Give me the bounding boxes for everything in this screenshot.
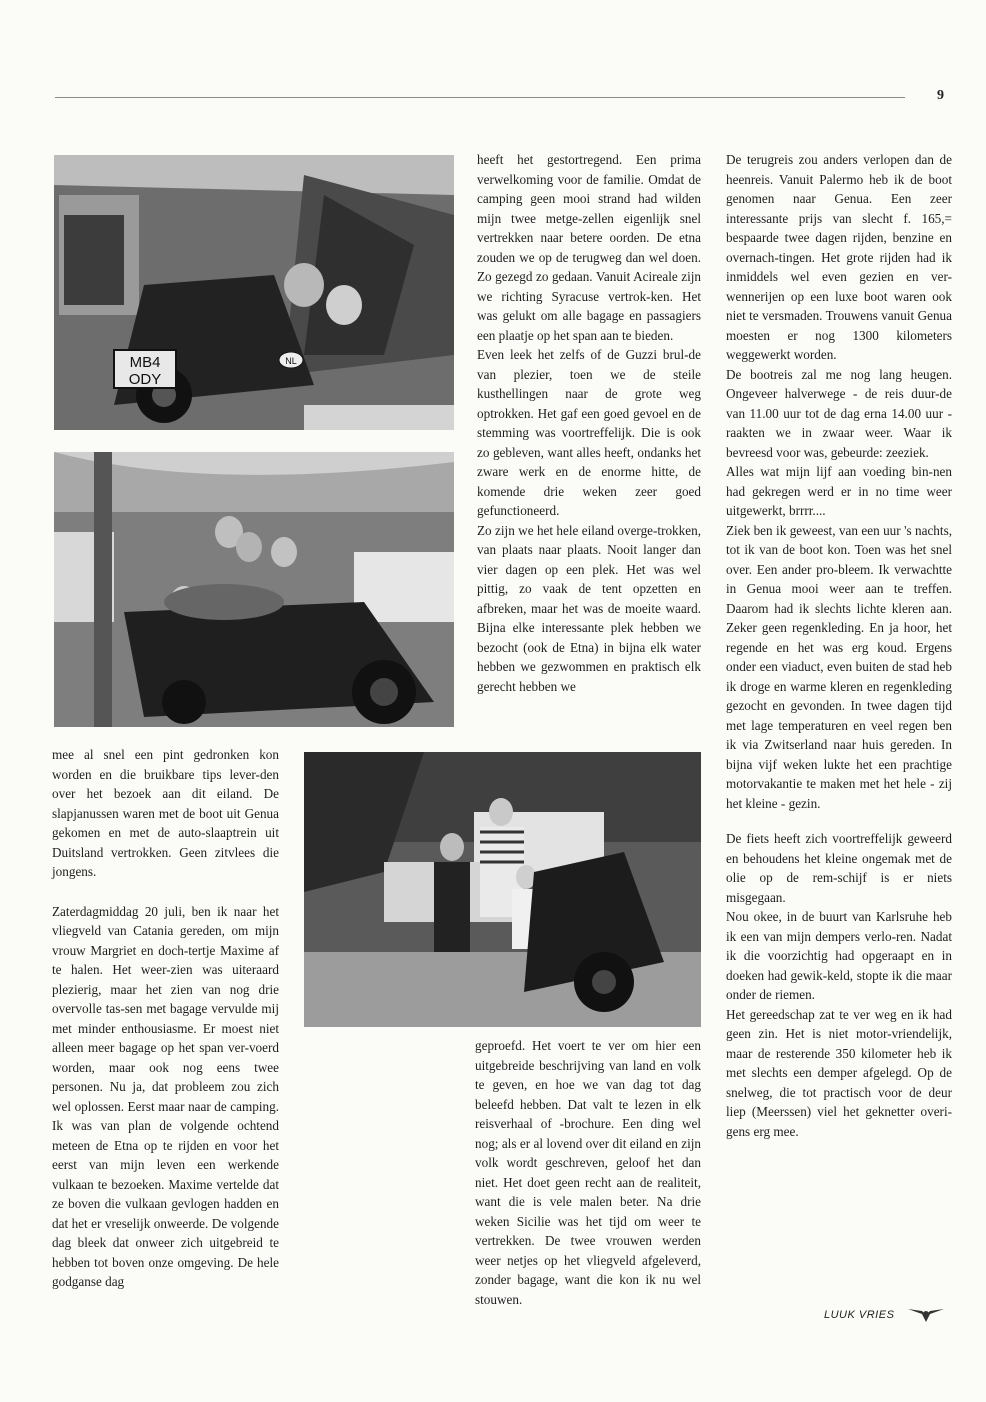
paragraph: mee al snel een pint gedronken kon worden en die bruikbare tips lever-den over het bezoek aan dit eiland. De slapjanussen waren met de boot uit Genua gekomen en met de auto-slaaptrein uit Duitsland vertrokken. Geen zitvlees die jongens.: [52, 747, 279, 879]
paragraph: Nou okee, in de buurt van Karlsruhe heb ik een van mijn dempers verlo-ren. Nadat ik die voorzichtig had opgeraapt en in doeken had gewik-keld, stopte ik die maar onder de riemen.: [726, 909, 952, 1002]
paragraph: Ziek ben ik geweest, van een uur 's nachts, tot ik van de boot kon. Toen was het snel over. Een ander pro-bleem. Ik verwachtte in Genua mooi weer aan te treffen. Daarom had ik slechts lichte kleren aan. Zeker geen regenkleding. En ja hoor, het regende en het was erg koud. Ergens onder een viaduct, even buiten de stad heb ik droge en warme kleren en regenkleding gezocht en gevonden. In twee dagen tijd met lage temperaturen en veel regen ben ik via Zwitserland naar huis gereden. In bijna vijf weken lukte het een prachtige motorvakantie te maken met het hele - zij het kleine - gezin.: [726, 522, 952, 811]
column-1-text: [52, 745, 279, 1292]
license-plate-line1: MB4: [129, 354, 161, 371]
paragraph: Zaterdagmiddag 20 juli, ben ik naar het vliegveld van Catania gereden, om mijn vrouw Margriet en doch-tertje Maxime af te halen. Het weer-zien was uiteraard plezierig, maar het zien van nog drie overvolle tas-sen met bagage vervulde mij met minder enthousiasme. Er moest niet alleen meer bagage op het span ver-voerd worden, maar ook nog eens twee personen. Nu ja, dat probleem zou zich wel oplossen. Eerst maar naar de camping. Ik was van plan de volgende ochtend meteen de Etna op te rijden en voor het eerst van mijn leven een werkende vulkaan te bezoeken. Maxime vertelde dat ze boven die vulkaan gevlogen hadden en dat het er vreselijk onweerde. De volgende dag bleek dat onweer zich uitgebreid te hebben tot boven onze omgeving. De hele godganse dag: [52, 903, 279, 1289]
paragraph: De fiets heeft zich voortreffelijk geweerd en behoudens het kleine ongemak met de olie op de rem-schijf is er niets misgegaan.: [726, 831, 952, 905]
paragraph: Het gereedschap zat te ver weg en ik had geen zin. Het is niet motor-vriendelijk, maar de resterende 350 kilometer heb ik met slechts een demper afgelegd. Op de snelweg, die tot practisch voor de deur liep (Meerssen) viel het geknetter overi-gens erg mee.: [726, 1006, 952, 1139]
photo-sidecar-children: [54, 452, 454, 727]
paragraph: De terugreis zou anders verlopen dan de heenreis. Vanuit Palermo heb ik de boot genomen naar Genua. Een zeer interessante prijs van slecht f. 165,= bespaarde twee dagen rijden, benzine en overnach-tingen. Het grote rijden had ik inmiddels wel even gezien en ver-wennerijen op een luxe boot waren ook niet te versmaden. Trouwens vanuit Genua moesten er nog 1300 kilometers weggewerkt worden.: [726, 152, 952, 362]
column-3-text: [726, 150, 952, 1141]
license-plate-line2: ODY: [128, 371, 162, 388]
nl-badge: NL: [285, 356, 297, 366]
paragraph: Even leek het zelfs of de Guzzi brul-de van plezier, toen we de steile kusthellingen naar de grote weg optrokken. Het gaf een goed gevoel en de stemming was voortreffelijk. Die is ook zo gebleven, want alles heeft, ondanks het zware werk en de enorme hitte, de komende drie weken zeer goed gefunctioneerd.: [477, 347, 701, 518]
author-signature: LUUK VRIES: [824, 1309, 895, 1321]
paragraph: De bootreis zal me nog lang heugen. Ongeveer halverwege - de reis duur-de van 11.00 uur tot de dag erna 14.00 uur - raakten we in zwaar weer. Waar ik bevreesd voor was, gebeurde: zeeziek.: [726, 366, 952, 460]
column-2-text-top: [477, 150, 701, 696]
paragraph: Zo zijn we het hele eiland overge-trokken, van plaats naar plaats. Nooit langer dan vier dagen op een plek. Het was wel pittig, zo vaak de tent opzetten en afbreken, maar het was de moeite waard. Bijna elke interessante plek hebben we bezocht (ook de Etna) in bijna elk water hebben we gezwommen en praktisch elk gerecht hebben we: [477, 522, 701, 694]
header-rule: [55, 97, 905, 98]
paragraph: geproefd. Het voert te ver om hier een uitgebreide beschrijving van land en volk te geven, en hoe we van dag tot dag beleefd hebben. Dat valt te lezen in elk reisverhaal of -brochure. Een ding wel nog; als er al lovend over dit eiland en zijn volk wordt geschreven, geloof het dan niet. Het doet geen recht aan de realiteit, want die is vele malen beter. Na drie weken Sicilie was het tijd om weer te vertrekken. De twee vrouwen werden weer netjes op het vliegveld afgeleverd, zonder bagage, want die kon ik nu wel stouwen.: [475, 1038, 701, 1307]
page-number: 9: [937, 88, 944, 103]
winged-emblem-icon: [908, 1306, 944, 1329]
paragraph: Alles wat mijn lijf aan voeding bin-nen had gekregen werd er in no time weer uitgewerkt, brrrr....: [726, 464, 952, 518]
photo-campsite-motorcycle: [54, 155, 454, 430]
column-2-text-bottom: [475, 1036, 701, 1309]
photo-family-camper: [304, 752, 701, 1027]
paragraph: heeft het gestortregend. Een prima verwelkoming voor de familie. Omdat de camping geen mooi strand had wilden mijn twee metge-zellen eigenlijk snel vertrekken naar betere oorden. De etna zouden we op de terugweg dan wel doen. Zo gezegd zo gedaan. Vanuit Acireale zijn we richting Syracuse vertrok-ken. Het was gelukt om alle bagage en passagiers een plaatje op het span aan te bieden.: [477, 152, 701, 343]
